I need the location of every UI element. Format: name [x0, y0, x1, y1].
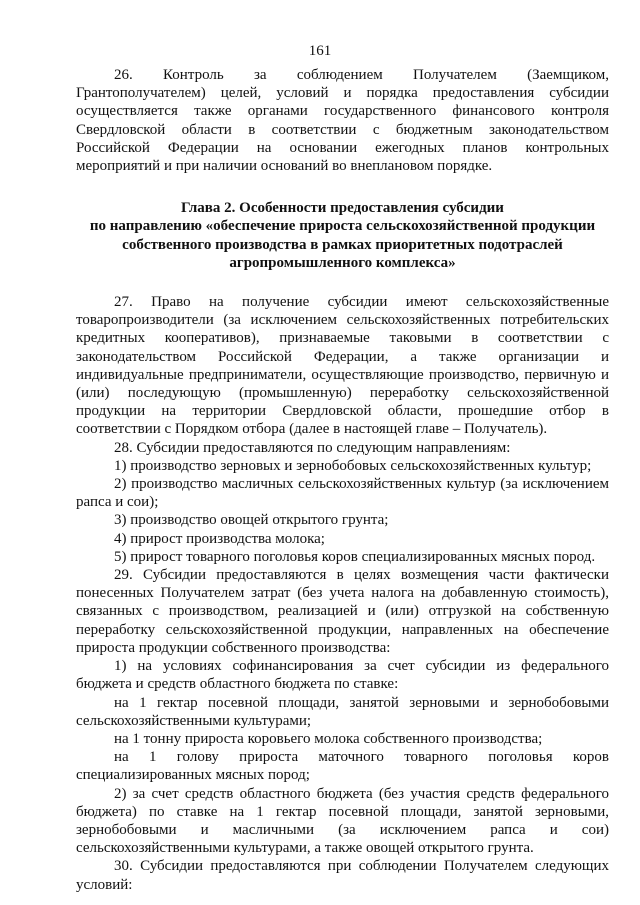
list-item: 1) на условиях софинансирования за счет субсидии из федерального бюджета и средств областного бюджета по ставке: [76, 658, 609, 693]
list-item: 5) прирост товарного поголовья коров специализированных мясных пород. [114, 548, 596, 565]
page-number: 161 [308, 43, 332, 59]
chapter-heading [76, 199, 609, 272]
list-item: 4) прирост производства молока; [114, 530, 325, 547]
paragraph-30: 30. Субсидии предоставляются при соблюдении Получателем следующих условий: [76, 858, 609, 893]
paragraph-29: 29. Субсидии предоставляются в целях возмещения части фактически понесенных Получателем затрат (без учета налога на добавленную стоимость), связанных с производством, реализацией и (или) отгрузкой на собственную переработку сельскохозяйственной продукции, направленных на обеспечение прироста продукции собственного производства: [76, 567, 609, 656]
paragraph-27: 27. Право на получение субсидии имеют сельскохозяйственные товаропроизводители (за исключением сельскохозяйственных потребительских кредитных кооперативов), признаваемые таковыми в соответствии с законодательством Российской Федерации, а также организации и индивидуальные предприниматели, осуществляющие производство, первичную и (или) последующую (промышленную) переработку сельскохозяйственной продукции на территории Свердловской области, прошедшие отбор в соответствии с Порядком отбора (далее в настоящей главе – Получатель). [76, 294, 609, 438]
paragraph-26: 26. Контроль за соблюдением Получателем (Заемщиком, Грантополучателем) целей, условий и порядка предоставления субсидии осуществляется также органами государственного финансового контроля Свердловской области в соответствии с бюджетным законодательством Российской Федерации на основании ежегодных планов контрольных мероприятий и при наличии оснований во внеплановом порядке. [76, 67, 609, 175]
chapter-heading-line: собственного производства в рамках приоритетных подотраслей [122, 236, 563, 253]
list-item: 3) производство овощей открытого грунта; [114, 512, 389, 529]
paragraph-28: 28. Субсидии предоставляются по следующим направлениям: [114, 439, 511, 456]
list-item: 2) за счет средств областного бюджета (без участия средств федерального бюджета) по ставке на 1 гектар посевной площади, занятой зерновыми, зернобобовыми и масличными (за исключением рапса и сои) сельскохозяйственными культурами, а также овощей открытого грунта. [76, 785, 609, 857]
list-item: 2) производство масличных сельскохозяйственных культур (за исключением рапса и сои); [76, 476, 609, 511]
list-item: на 1 голову прироста маточного товарного поголовья коров специализированных мясных пород; [76, 749, 609, 784]
list-item: на 1 гектар посевной площади, занятой зерновыми и зернобобовыми сельскохозяйственными культурами; [76, 694, 609, 729]
list-item: 1) производство зерновых и зернобобовых сельскохозяйственных культур; [114, 457, 592, 474]
chapter-heading-line: Глава 2. Особенности предоставления субсидии [181, 200, 504, 217]
list-item: на 1 тонну прироста коровьего молока собственного производства; [114, 730, 543, 747]
chapter-heading-line: агропромышленного комплекса» [229, 254, 456, 271]
document-body [76, 66, 609, 894]
chapter-heading-line: по направлению «обеспечение прироста сельскохозяйственной продукции [89, 218, 596, 235]
